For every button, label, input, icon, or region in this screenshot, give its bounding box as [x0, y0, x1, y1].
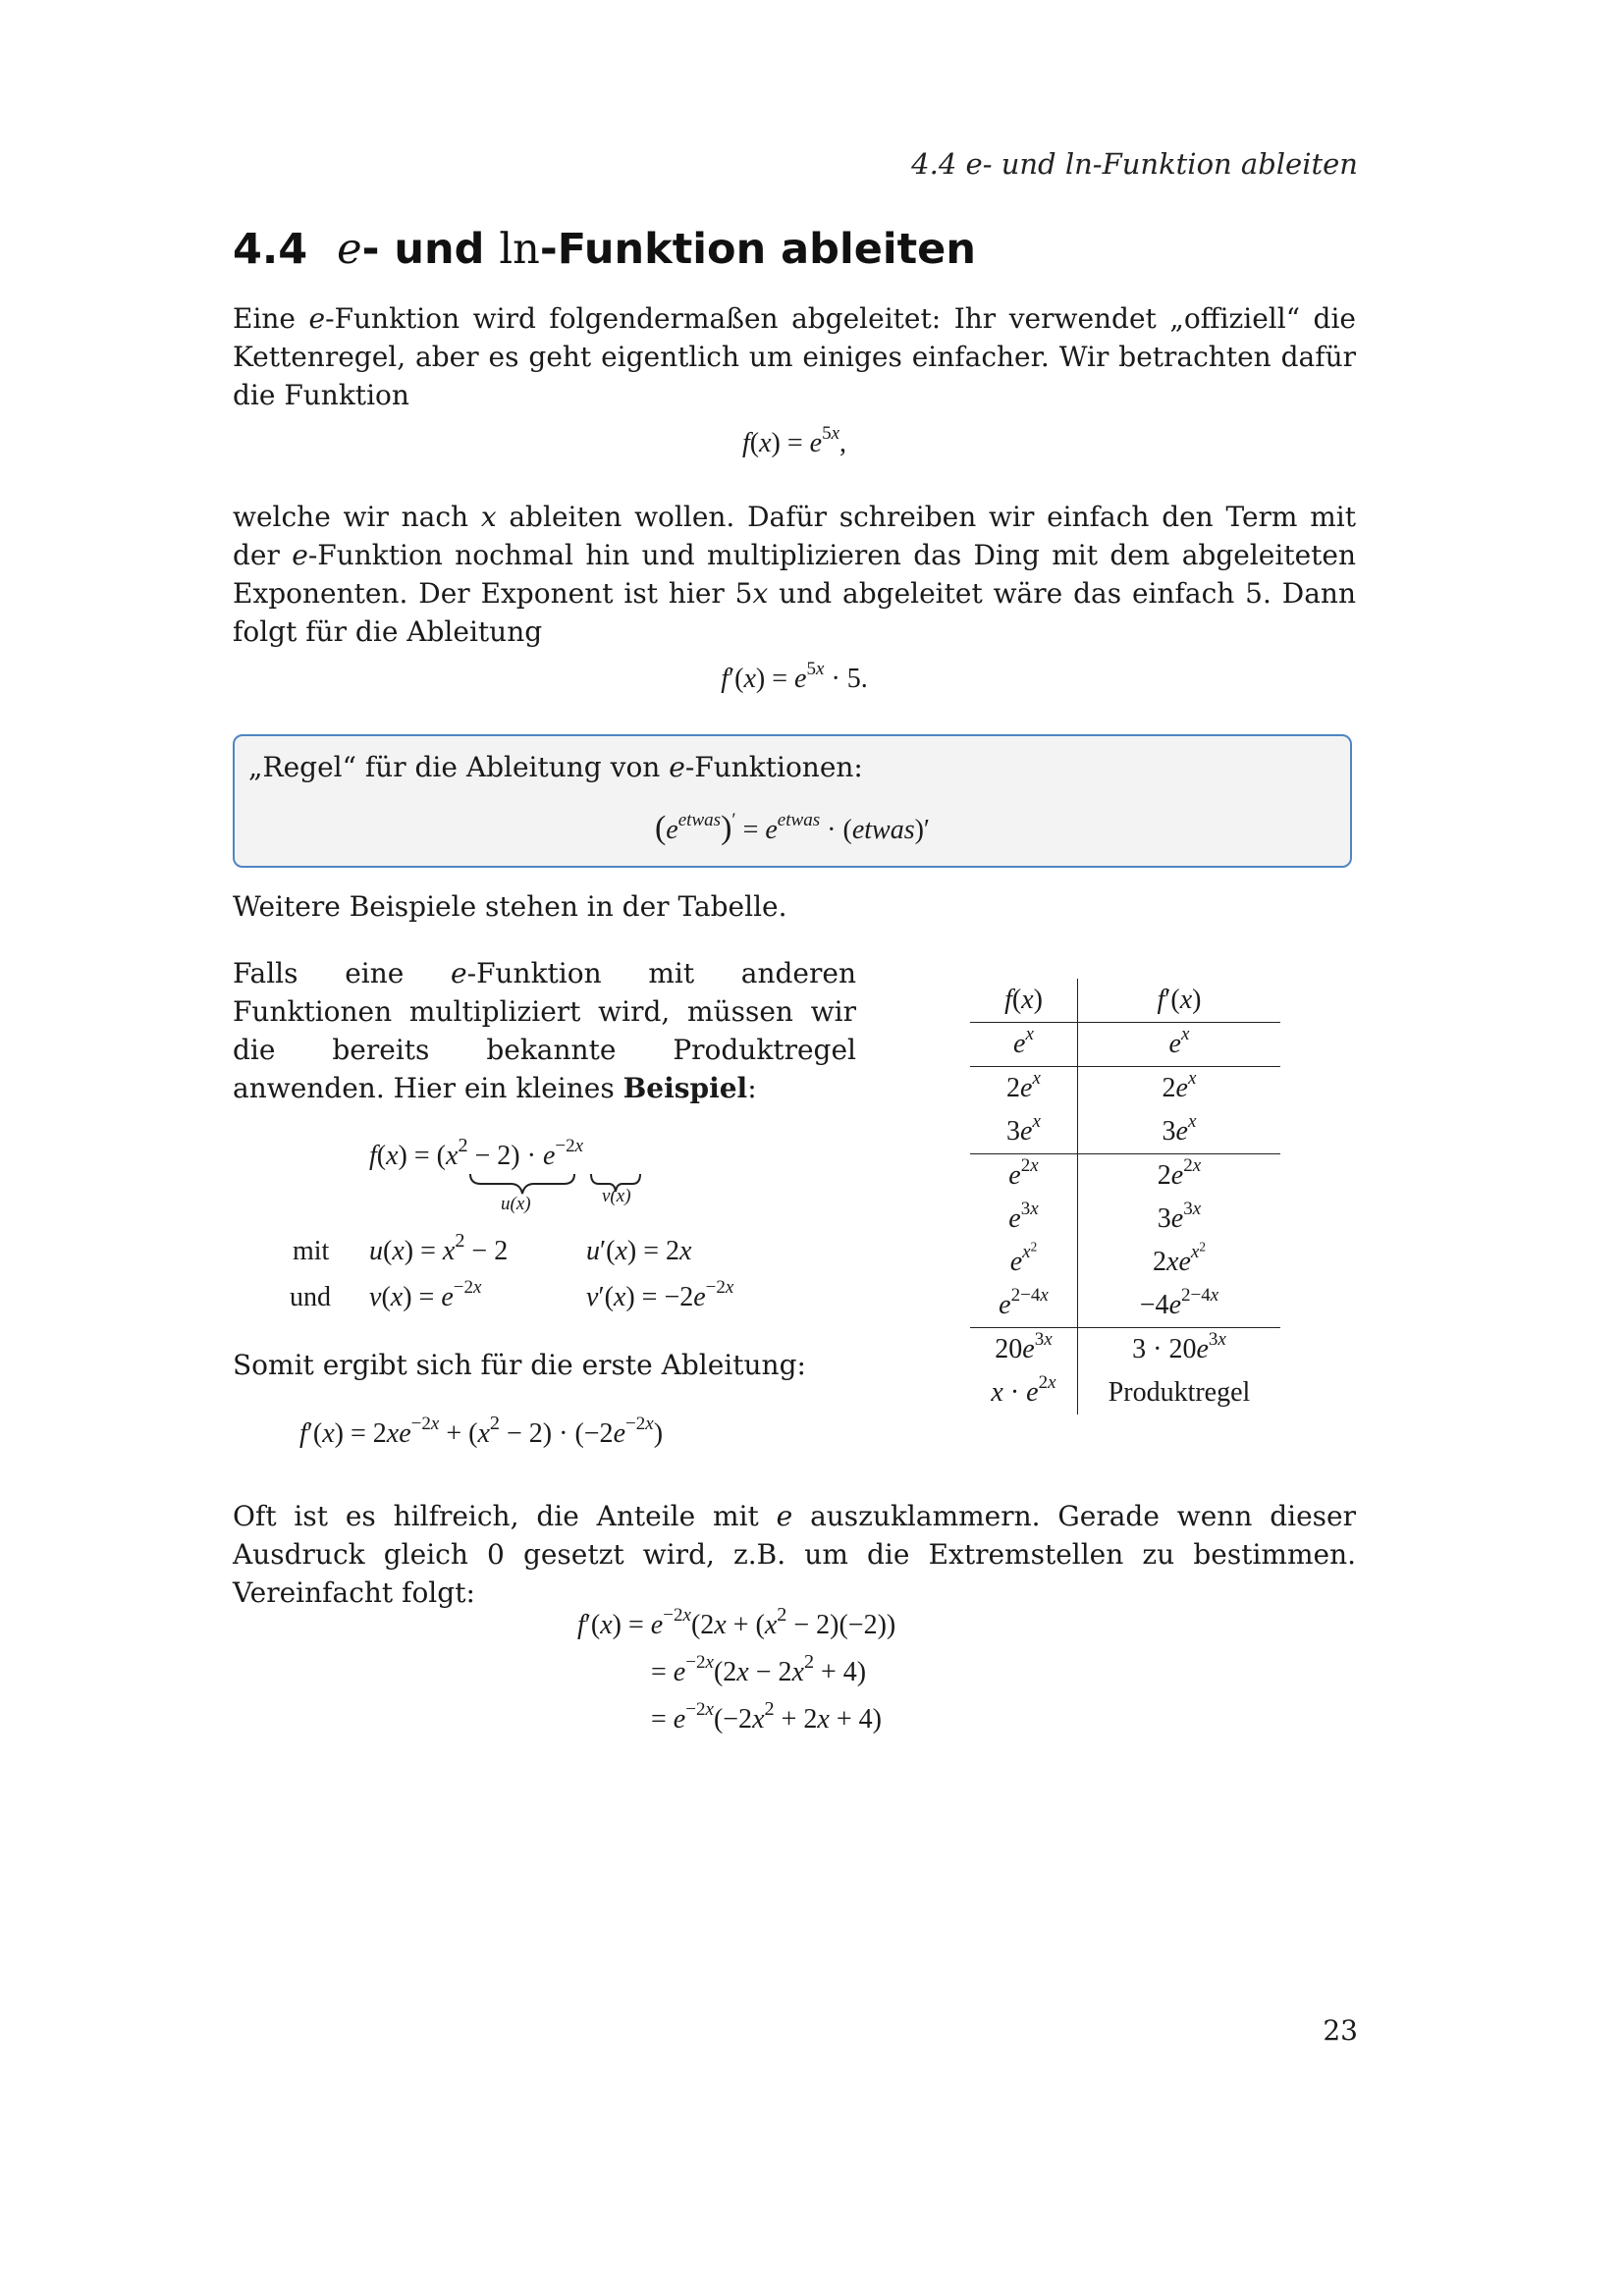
v-derivative: $v'(x) = -2e^{-2x}$ — [586, 1276, 734, 1312]
first-derivative-equation: $f'(x) = 2xe^{-2x} + (x^2 - 2) \cdot (-2e^{-2x})$ — [299, 1412, 664, 1449]
table-row: $e^x$ $e^x$ — [970, 1023, 1280, 1067]
table-header-fpx: f′(x) — [1078, 979, 1281, 1023]
table-row: $e^{x^2}$ $2xe^{x^2}$ — [970, 1241, 1280, 1284]
rule-box-formula: $(e^{etwas})' = e^{etwas}$ · (etwas)′ — [654, 809, 931, 846]
simplified-line-1: $f'(x) = e^{-2x}(2x + (x^2 - 2)(-2))$ — [577, 1603, 896, 1640]
simplified-line-2: = $e^{-2x}(2x - 2x^2 + 4)$ — [651, 1650, 867, 1687]
underbrace-lines — [467, 1172, 664, 1201]
product-rule-paragraph: Falls eine e-Funktion mit anderen Funktionen multipliziert wird, müssen wir die bereits bekannte Produktregel anwenden. Hier ein kleines Beispiel: — [233, 957, 856, 1104]
table-row: $3e^x$ $3e^x$ — [970, 1110, 1280, 1154]
page-number: 23 — [1323, 2014, 1358, 2047]
table-header-row — [970, 979, 1280, 1023]
equation-f: $f(x) = e^{5x}$, — [741, 422, 847, 458]
intro-paragraph: Eine e-Funktion wird folgendermaßen abgeleitet: Ihr verwendet „offiziell“ die Kettenregel, aber es geht eigentlich um einiges einfacher. Wir betrachten dafür die Funktion — [233, 302, 1356, 411]
mit-label: mit — [293, 1236, 330, 1266]
table-row: $2e^x$ $2e^x$ — [970, 1067, 1280, 1111]
product-example-equation: $f(x) = (x^2 - 2) \cdot e^{-2x}$ — [369, 1134, 584, 1171]
simplified-line-3: = $e^{-2x}(-2x^2 + 2x + 4)$ — [651, 1697, 882, 1735]
table-row: $e^{3x}$ $3e^{3x}$ — [970, 1198, 1280, 1241]
table-row: $e^{2-4x}$ $-4e^{2-4x}$ — [970, 1284, 1280, 1328]
brace-label-v: v(x) — [602, 1186, 631, 1206]
closing-paragraph: Oft ist es hilfreich, die Anteile mit e auszuklammern. Gerade wenn dieser Ausdruck gleich 0 gesetzt wird, z.B. um die Extremstellen zu bestimmen. Vereinfacht folgt: — [233, 1500, 1356, 1609]
table-row: $20e^{3x}$ $3 \cdot 20e^{3x}$ — [970, 1328, 1280, 1372]
equation-f-prime: $f'(x) = e^{5x} \cdot 5$. — [721, 658, 868, 694]
example-label: Beispiel — [622, 1072, 748, 1104]
und-label: und — [290, 1282, 331, 1312]
rule-box — [233, 734, 1352, 868]
section-number: 4.4 — [233, 225, 308, 274]
u-derivative: u′(x) = 2x — [586, 1236, 692, 1266]
running-header: 4.4 e- und ln-Funktion ableiten — [911, 147, 1358, 181]
table-row: $e^{2x}$ $2e^{2x}$ — [970, 1154, 1280, 1199]
table-cell-produktregel: Produktregel — [1108, 1377, 1251, 1408]
table-row: $x \cdot e^{2x}$ Produktregel — [970, 1371, 1280, 1415]
brace-label-u: u(x) — [501, 1194, 531, 1214]
derivative-table — [970, 979, 1280, 1415]
u-definition: $u(x) = x^2 - 2$ — [369, 1229, 509, 1266]
v-definition: $v(x) = e^{-2x}$ — [369, 1276, 482, 1312]
table-header-fx: f(x) — [970, 979, 1078, 1023]
section-title: 4.4 e- und ln-Funktion ableiten — [233, 225, 976, 274]
result-intro-text: Somit ergibt sich für die erste Ableitung: — [233, 1349, 806, 1381]
rule-box-title: „Regel“ für die Ableitung von e-Funktionen: — [248, 751, 863, 783]
explain-paragraph: welche wir nach x ableiten wollen. Dafür schreiben wir einfach den Term mit der e-Funktion nochmal hin und multiplizieren das Ding mit dem abgeleiteten Exponenten. Der Exponent ist hier 5x und abgeleitet wäre das einfach 5. Dann folgt für die Ableitung — [233, 501, 1357, 648]
more-examples-text: Weitere Beispiele stehen in der Tabelle. — [233, 890, 787, 923]
